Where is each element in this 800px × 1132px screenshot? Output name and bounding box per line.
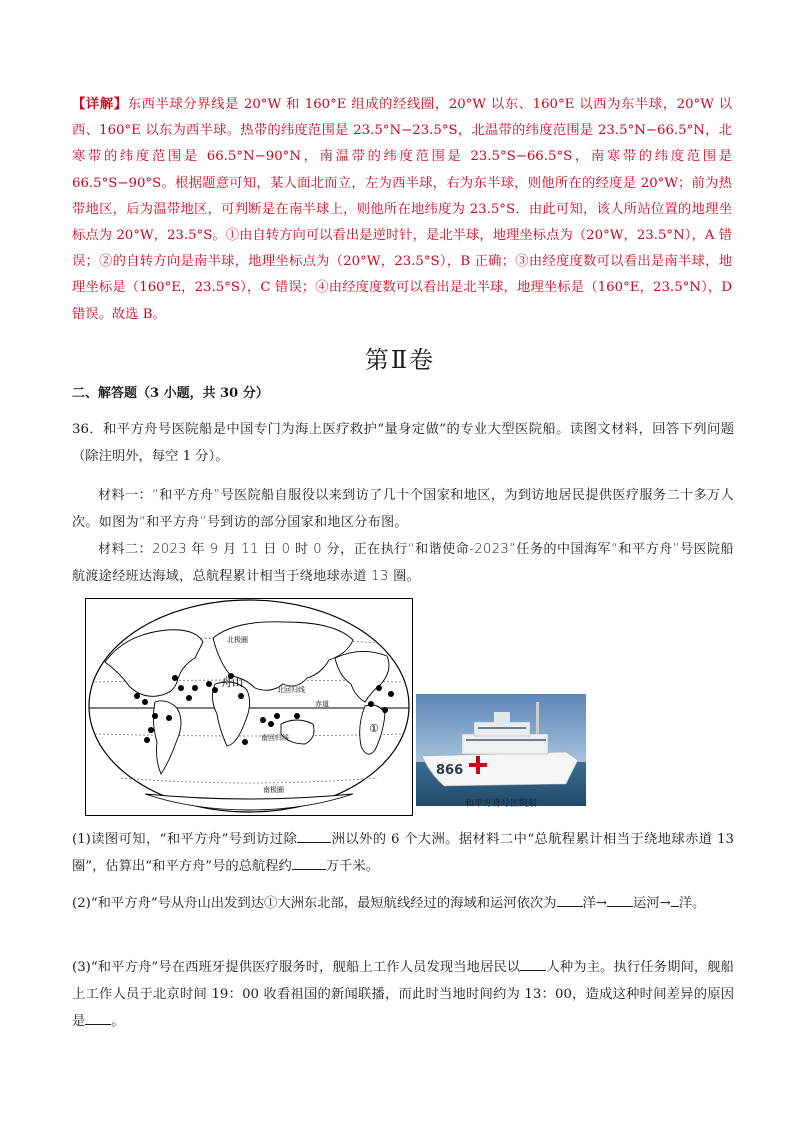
ship-image: [416, 694, 586, 806]
answer-blank[interactable]: [292, 855, 326, 870]
visited-point: [382, 707, 388, 713]
visited-point: [274, 713, 280, 719]
ship-hull-number: 866: [436, 763, 464, 778]
answer-blank[interactable]: [607, 892, 633, 907]
ship-caption: 和平方舟号医院船: [464, 799, 537, 809]
subquestion-2: [72, 890, 734, 917]
label-arctic: 北极圈: [227, 636, 248, 644]
volume-title: 第Ⅱ卷: [364, 346, 436, 374]
visited-point: [368, 701, 374, 707]
visited-point: [192, 685, 198, 691]
visited-point: [260, 717, 266, 723]
answer-blank[interactable]: [297, 828, 331, 843]
subquestion-3: [72, 954, 734, 1035]
visited-point: [134, 693, 140, 699]
visited-point: [144, 737, 150, 743]
visited-point: [166, 715, 172, 721]
q1-text-c: 万千米。: [325, 859, 380, 874]
visited-point: [186, 695, 192, 701]
visited-point: [242, 739, 248, 745]
label-marker-1: ①: [369, 722, 379, 735]
label-equator: 赤道: [315, 700, 329, 708]
q2-text-c: 运河→: [632, 896, 671, 911]
q1-text-b: 洲以外的 6 个大洲。据材料二中“总航程累计相当于绕地球赤道 13 圈”，估算出“和平方舟”号的总航程约: [72, 832, 735, 874]
material-1: 材料一：“和平方舟”号医院船自服役以来到访了几十个国家和地区，为到访地居民提供医疗服务二十多万人次。如图为“和平方舟”号到访的部分国家和地区分布图。: [72, 488, 734, 530]
visited-point: [152, 713, 158, 719]
hospital-ship-photo: [416, 694, 586, 806]
answer-blank[interactable]: [671, 892, 679, 907]
answer-blank[interactable]: [520, 956, 546, 971]
section-title: 二、解答题（3 小题，共 30 分）: [72, 386, 269, 401]
subquestion-1: [72, 826, 734, 880]
label-tropic-s: 南回归线: [261, 734, 289, 742]
explanation-text: 东西半球分界线是 20°W 和 160°E 组成的经线圈，20°W 以东、160°E 以西为东半球，20°W 以西、160°E 以东为西半球。热带的纬度范围是 23.5°N−23.5°S，北温带的纬度范围是 23.5°N−66.5°N，北寒带的纬度范围是 66.5°N−90°N，南温带的纬度范围是 23.5°S−66.5°S，南寒带的纬度范围是 66.5°S−90°S。根据题意可知，某人面北而立，左为西半球，右为东半球，则他所在的经度是 20°W；前为热带地区，后为温带地区，可判断是在南半球上，则他所在地纬度为 23.5°S．由此可知，该人所站位置的地理坐标点为 20°W，23.5°S。①由自转方向可以看出是逆时针，是北半球，地理坐标点为（20°W，23.5°N），A 错误；②的自转方向是南半球，地理坐标点为（20°W，23.5°S），B 正确；③由经度度数可以看出是南半球，地理坐标是（160°E，23.5°S），C 错误；④由经度度数可以看出是北半球，地理坐标是（160°E，23.5°N），D 错误。故选 B。: [72, 97, 733, 322]
explanation-tag: 【详解】: [72, 97, 128, 112]
q3-text-b: 人种为主。执行任务期间，舰船上工作人员于北京时间 19：00 收看祖国的新闻联播，而此时当地时间约为 13：00，造成这种时间差异的原因是: [72, 960, 735, 1029]
answer-blank[interactable]: [85, 1010, 111, 1025]
visited-point: [212, 687, 218, 693]
label-zhoushan: 舟山: [221, 676, 243, 689]
world-map: [85, 598, 413, 816]
world-map-figure: [85, 598, 413, 816]
answer-explanation: [72, 92, 732, 328]
visited-point: [142, 699, 148, 705]
visited-point: [206, 681, 212, 687]
visited-point: [294, 713, 300, 719]
q2-text-d: 洋。: [678, 896, 706, 911]
visited-point: [148, 727, 154, 733]
q1-text-a: (1)读图可知，“和平方舟”号到访过除: [72, 832, 298, 847]
q2-text-b: 洋→: [582, 896, 607, 911]
visited-point: [238, 693, 244, 699]
visited-point: [388, 691, 394, 697]
question-36-stem: 36．和平方舟号医院船是中国专门为海上医疗救护“量身定做”的专业大型医院船。读图文材料，回答下列问题（除注明外，每空 1 分）。: [72, 422, 734, 464]
visited-point: [172, 675, 178, 681]
material-2: 材料二：2023 年 9 月 11 日 0 时 0 分，正在执行“和谐使命-2023”任务的中国海军“和平方舟”号医院船航渡途经班达海域，总航程累计相当于绕地球赤道 13 圈。: [72, 542, 734, 584]
visited-point: [268, 721, 274, 727]
q3-text-a: (3)“和平方舟”号在西班牙提供医疗服务时，舰船上工作人员发现当地居民以: [72, 960, 521, 975]
visited-point: [376, 685, 382, 691]
label-antarctic: 南极圈: [263, 786, 284, 794]
label-tropic-n: 北回归线: [277, 686, 305, 694]
q3-text-c: 。: [111, 1014, 125, 1029]
visited-point: [178, 685, 184, 691]
answer-blank[interactable]: [557, 892, 583, 907]
q2-text-a: (2)“和平方舟”号从舟山出发到达①大洲东北部，最短航线经过的海域和运河依次为: [72, 896, 557, 911]
